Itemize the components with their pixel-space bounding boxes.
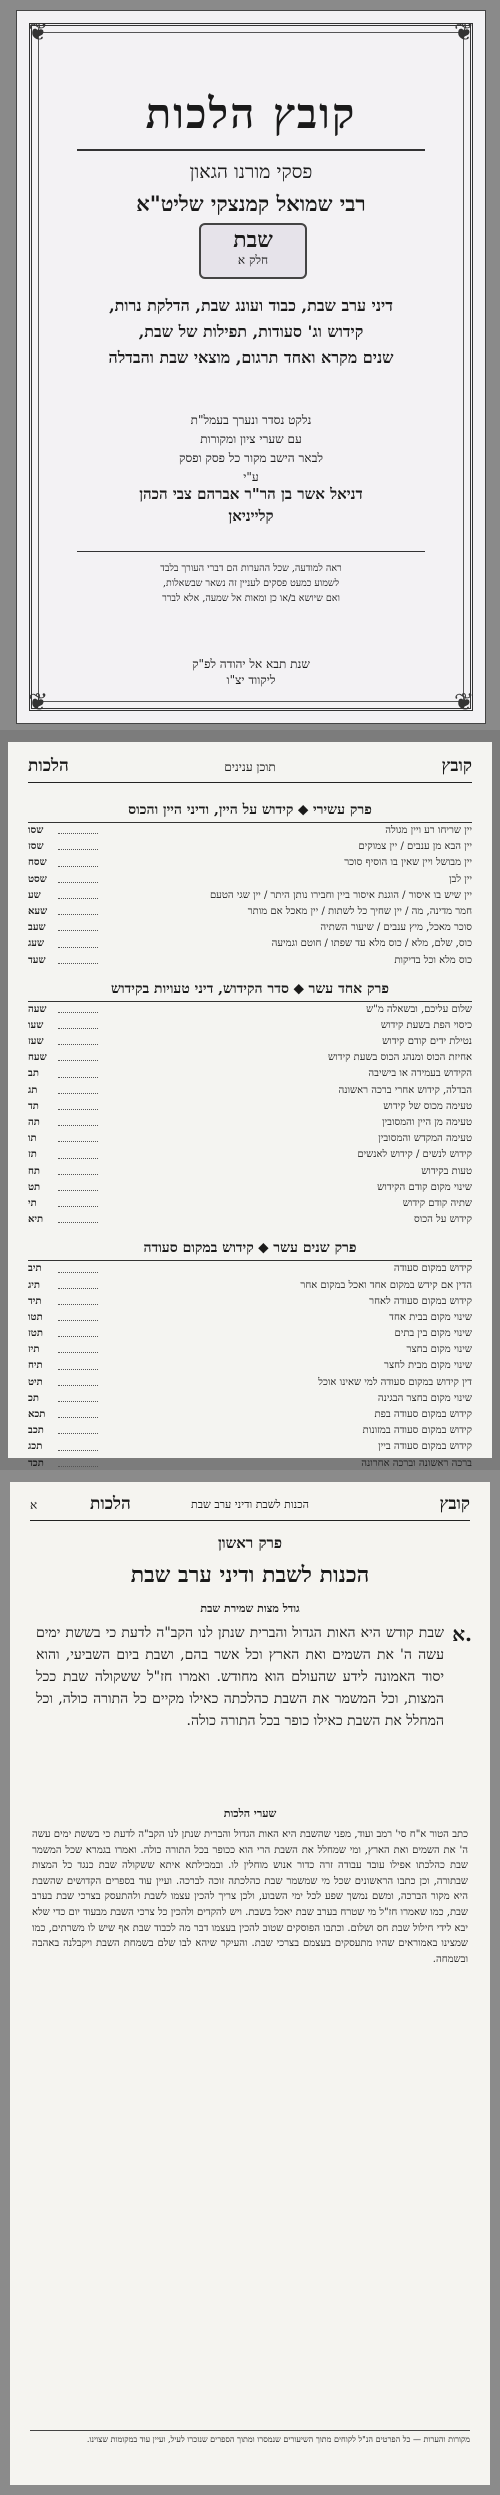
toc-entry: יין לבן [448,873,472,885]
toc-page-number: שעו [28,1019,44,1031]
leader-dots [58,1115,98,1126]
leader-dots [58,1456,98,1467]
notes-text: כתב הטור א"ח סי' רמב ועוד, מפני שהשבת היא האות הגדול והברית שנתן לנו הקב"ה לדעת כי בששת ימים עשה ה' את השמים ואת הארץ, ומי שמחלל את השבת הרי הוא ככופר בכל התורה כולה. ואמרו בגמרא שכל המשמר שבת כהלכתו אפילו עובד עבודה זרה כדור אנוש מוחלין לו. ובמכילתא איתא ששקולה שבת כנגד כל המצות שבתורה, וכן כתבו הראשונים שכל מי שמשמר שבת כהלכתה זוכה לברכה. ועיין עוד בספרים הקדושים שהשבת היא מקור הברכה, ומשם נמשך שפע לכל ימי השבוע, ולכן צריך להכין עצמו לשבת ולהתעסק בצרכי שבת בערב שבת, כמו שאמרו חז"ל מי שטרח בערב שבת יאכל בשבת. ויש להקדים ולהכין כל צרכי השבת מבעוד יום כדי שלא יבא לידי חילול שבת חס ושלום. וכתבו הפוסקים שטוב להכין בעצמו דבר מה לכבוד שבת אף שיש לו משרתים, כמו שמצינו באמוראים שהיו מתעסקים בעצמם בצרכי שבת. והעיקר שיהא לבו שלם בשמחת השבת ויקבלנה באהבה ובשמחה. [32,1829,469,1965]
toc-entry: טעימה מכוס של קידוש [383,1100,472,1112]
toc-entry: דין קידוש במקום סעודה למי שאינו אוכל [318,1376,472,1388]
toc-row [28,1131,472,1147]
leader-dots [58,1018,98,1029]
toc-page-number: שעד [28,954,46,966]
toc-page-number: תיג [28,1279,41,1291]
toc-page-number: תיא [28,1214,44,1226]
toc-page-number: שסח [28,857,47,869]
leader-dots [58,1147,98,1158]
toc-row [28,1018,472,1034]
footnote-divider [30,2430,470,2431]
place-line: ליקווד יצ"ו [226,673,276,687]
toc-row [28,1034,472,1050]
toc-entry: חמר מדינה, מה / יין שחיך כל לשתות / יין מאכל אם מותר [247,905,472,917]
leader-dots [58,1278,98,1289]
leader-dots [58,1407,98,1418]
title-page [16,10,486,724]
leader-dots [58,872,98,883]
leader-dots [58,1212,98,1223]
toc-entry: קידוש לנשים / קידוש לאנשים [357,1149,472,1161]
volume-box [199,223,307,279]
toc-row [28,1310,472,1326]
toc-page-number: תה [28,1117,40,1128]
toc-row [28,888,472,904]
header-center: הכנות לשבת ודיני ערב שבת [191,1498,309,1511]
toc-page-number: תט [28,1181,41,1193]
leader-dots [58,1180,98,1191]
toc-row [28,936,472,952]
toc-row [28,855,472,871]
header-center: תוכן ענינים [224,760,276,774]
topics-line: שנים מקרא ואחד תרגום, מוצאי שבת והבדלה [108,348,394,367]
leader-dots [58,1294,98,1305]
leader-dots [58,855,98,866]
book-title: קובץ הלכות [145,89,357,138]
toc-page-number: תיז [28,1344,40,1356]
chapter-page [10,1482,490,2485]
leader-dots [58,1261,98,1272]
topics-line: קידוש וג' סעודות, תפילות של שבת, [138,322,364,341]
toc-row [28,1099,472,1115]
main-text: שבת קודש היא האות הגדול והברית שנתן לנו הקב"ה לדעת כי בששת ימים עשה ה' את השמים ואת הארץ וכל אשר בהם, ושבת ביום השביעי, והוא יסוד האמונה לידע שהעולם הוא מחודש. ואמרו חז"ל ששקולה שבת ככל המצות, וכל המשמר את השבת כהלכתה כאילו מקיים כל התורה כולה, וכל המחלל את השבת כאילו כופר בכל התורה כולה. [36,1625,444,1729]
leader-dots [58,920,98,931]
toc-row [28,1002,472,1018]
leader-dots [58,1310,98,1321]
toc-page-number: תיט [28,1376,43,1388]
toc-entry: הקידוש בעמידה או בישיבה [368,1068,472,1080]
leader-dots [58,953,98,964]
toc-row [28,1375,472,1391]
running-header [28,756,472,783]
toc-page-number: שסט [28,873,47,885]
table-of-contents [28,790,472,1470]
title-page-panel [0,0,500,730]
leader-dots [58,1423,98,1434]
toc-row [28,1180,472,1196]
leader-dots [58,1034,98,1045]
footnote: מקורות והערות — כל הפרטים הנ"ל לקוחים מתוך השיעורים שנמסרו ומתוך הספרים שנזכרו לעיל, ועיין עוד במקומות שצוינו. [86,2435,470,2444]
note-line: לשמוע כמעט פסקים לעניין זה נשאר שבשאלות, [162,578,340,589]
toc-entry: נטילת ידים קודם קידוש [382,1036,472,1048]
author-name: דניאל אשר בן הר"ר אברהם צבי הכהן [139,485,363,503]
toc-entry: הבדלה, קידוש אחרי ברכה ראשונה [338,1084,472,1096]
toc-page-number: תד [28,1100,39,1112]
leader-dots [58,1164,98,1175]
toc-entry: שינוי מקום קודם הקידוש [377,1181,472,1193]
toc-page-number: שעג [28,938,45,950]
toc-page-number: שסז [28,841,44,853]
toc-entry: כוס מלא וכל בדיקות [394,954,472,966]
toc-entry: יין מבושל ויין שאין בו הוסיף סוכר [344,857,472,869]
toc-panel [0,730,500,1470]
leader-dots [58,1099,98,1110]
compiler-info [77,411,425,487]
toc-page-number: תח [28,1165,41,1177]
leader-dots [58,1131,98,1142]
toc-page-number: תיח [28,1360,43,1372]
toc-entry: כיסוי הפת בשעת קידוש [380,1019,472,1031]
header-right: קובץ [439,1494,470,1514]
toc-row [28,920,472,936]
toc-entry: טעימה המקדש והמסובין [378,1133,472,1145]
leader-dots [58,1002,98,1013]
toc-page-number: תכג [28,1441,43,1453]
toc-row [28,1147,472,1163]
toc-page-number: שעח [28,1052,47,1064]
toc-page-number: שעה [28,1003,47,1015]
author [57,483,445,527]
toc-page-number: תיד [28,1295,42,1307]
toc-entry: שינוי מקום בין בתים [394,1328,472,1340]
toc-page-number: שעב [28,922,46,934]
toc-row [28,839,472,855]
running-header [30,1494,470,1521]
meta-line: ע"י [243,470,259,484]
toc-page-number: תיב [28,1263,42,1275]
toc-row [28,1261,472,1277]
toc-page-number: תכב [28,1425,44,1437]
toc-page [8,742,492,1469]
toc-row [28,872,472,888]
leader-dots [58,1391,98,1402]
toc-entry: הדין אם קידש במקום אחד ואכל במקום אחר [300,1279,472,1291]
leader-dots [58,888,98,899]
toc-entry: אחיזת הכוס ומנהג הכוס בשעת קידוש [328,1052,472,1064]
header-left-title: הלכות [90,1494,131,1514]
volume-part: חלק א [237,253,269,267]
ornament-corner-icon: ❦ [27,688,49,716]
toc-entry: יין שריחו רע ויין מגולה [385,825,472,836]
toc-row [28,1407,472,1423]
topics [57,293,445,371]
toc-row [28,823,472,839]
toc-row [28,1212,472,1228]
toc-entry: יין הבא מן ענבים / יין צמוקים [358,841,472,853]
page-number: א [30,1498,38,1512]
note-line: ואם שיושא ב/או כן ומאות אל שמעה, אלא לברר [162,593,340,604]
toc-row [28,1164,472,1180]
toc-page-number: תז [28,1149,37,1161]
toc-page-number: שע [28,889,41,901]
toc-chapter-heading: פרק אחד עשר ⬥ סדר הקידוש, דיני טעויות בקידוש [28,977,472,1002]
toc-entry: קידוש במקום סעודה במזונות [362,1425,472,1437]
toc-row [28,1278,472,1294]
toc-chapter-heading: פרק שנים עשר ⬥ קידוש במקום סעודה [28,1236,472,1261]
leader-dots [58,1439,98,1450]
toc-entry: קידוש במקום סעודה לאחר [369,1295,472,1307]
topics-line: דיני ערב שבת, כבוד ועונג שבת, הדלקת נרות, [109,296,393,315]
toc-row [28,1439,472,1455]
toc-entry: טעימה מן היין והמסובין [381,1117,472,1128]
toc-entry: קידוש במקום סעודה [393,1263,472,1275]
toc-entry: כוס, שלם, מלא / כוס מלא עד שפתו / חוטם וגמיעה [271,938,472,950]
toc-row [28,1083,472,1099]
toc-page-number: תכא [28,1409,46,1420]
toc-page-number: תי [28,1197,37,1209]
leader-dots [58,1375,98,1386]
toc-row [28,1294,472,1310]
leader-dots [58,904,98,915]
toc-page-number: תב [28,1068,39,1080]
ornament-corner-icon: ❦ [27,18,49,46]
toc-entry: ברכה ראשונה וברכה אחרונה [361,1457,472,1469]
toc-row [28,1342,472,1358]
header-right: קובץ [441,756,472,776]
section-title: גודל מצות שמירת שבת [200,1602,300,1615]
meta-line: נלקט נסדר ונערך בעמל"ת [190,413,312,427]
ornament-corner-icon: ❦ [453,688,475,716]
toc-row [28,1391,472,1407]
toc-page-number: תג [28,1084,38,1096]
toc-entry: שינוי מקום בחצר [406,1344,472,1356]
leader-dots [58,1342,98,1353]
toc-page-number: תטו [28,1311,43,1323]
toc-entry: שתיה קודם קידוש [402,1197,472,1209]
leader-dots [58,839,98,850]
paragraph-marker: א. [452,1622,472,1646]
subtitle-line2: רבי שמואל קמנצקי שליט"א [136,191,366,216]
leader-dots [58,823,98,834]
toc-entry: שלום עליכם, ובשאלה מ"ש [366,1003,472,1015]
chapter-panel [0,1470,500,2495]
toc-row [28,953,472,969]
toc-page-number: שעז [28,1036,44,1048]
toc-page-number: תו [28,1133,37,1145]
toc-row [28,904,472,920]
toc-row [28,1423,472,1439]
leader-dots [58,1050,98,1061]
toc-page-number: שסו [28,825,44,836]
meta-line: עם שערי ציון ומקורות [200,432,302,446]
toc-entry: שינוי מקום בחצר הבגינה [377,1392,472,1404]
toc-entry: יין שיש בו איסור / הוגנת איסור ביין וחבירו נותן היתר / יין שגי הטעם [209,889,472,901]
ornament-corner-icon: ❦ [453,18,475,46]
toc-entry: שינוי מקום בבית אחד [389,1311,472,1323]
toc-page-number: תכ [28,1392,39,1404]
toc-entry: סוכר מאכל, מיץ ענבים / שיעור השתיה [320,922,472,934]
toc-entry: קידוש במקום סעודה בפת [374,1409,472,1420]
leader-dots [58,936,98,947]
toc-row [28,1050,472,1066]
toc-row [28,1066,472,1082]
publisher-notes [87,561,415,606]
toc-chapter-heading: פרק עשירי ⬥ קידוש על היין, ודיני היין והכוס [28,798,472,823]
leader-dots [58,1066,98,1077]
chapter-number: פרק ראשון [217,1534,283,1552]
author-surname: קלייניאן [228,507,274,525]
note-line: ראה למודעה, שכל ההערות הם דברי העורך בלבד [160,563,342,574]
volume-name: שבת [233,227,273,253]
leader-dots [58,1358,98,1369]
toc-row [28,1115,472,1131]
meta-line: לבאר הישב מקור כל פסק ופסק [178,451,323,465]
header-left: הלכות [28,756,69,776]
toc-page-number: שעא [28,905,48,917]
toc-row [28,1196,472,1212]
publication-year [57,656,445,688]
toc-row [28,1326,472,1342]
toc-entry: קידוש במקום סעודה ביין [378,1441,472,1453]
toc-entry: טעות בקידוש [421,1165,472,1177]
toc-entry: קידוש על הכוס [413,1214,472,1226]
notes-title: שערי הלכות [223,1807,277,1820]
leader-dots [58,1083,98,1094]
chapter-title: הכנות לשבת ודיני ערב שבת [130,1562,370,1588]
toc-row [28,1358,472,1374]
leader-dots [58,1326,98,1337]
toc-page-number: תטז [28,1328,43,1340]
toc-page-number: תכד [28,1457,44,1469]
toc-entry: שינוי מקום מבית לחצר [384,1360,472,1372]
toc-row [28,1456,472,1470]
divider [77,149,425,161]
leader-dots [58,1196,98,1207]
subtitle-line1: פסקי מורנו הגאון [189,161,313,183]
year-line: שנת תבא אל יהודה לפ"ק [192,657,310,671]
